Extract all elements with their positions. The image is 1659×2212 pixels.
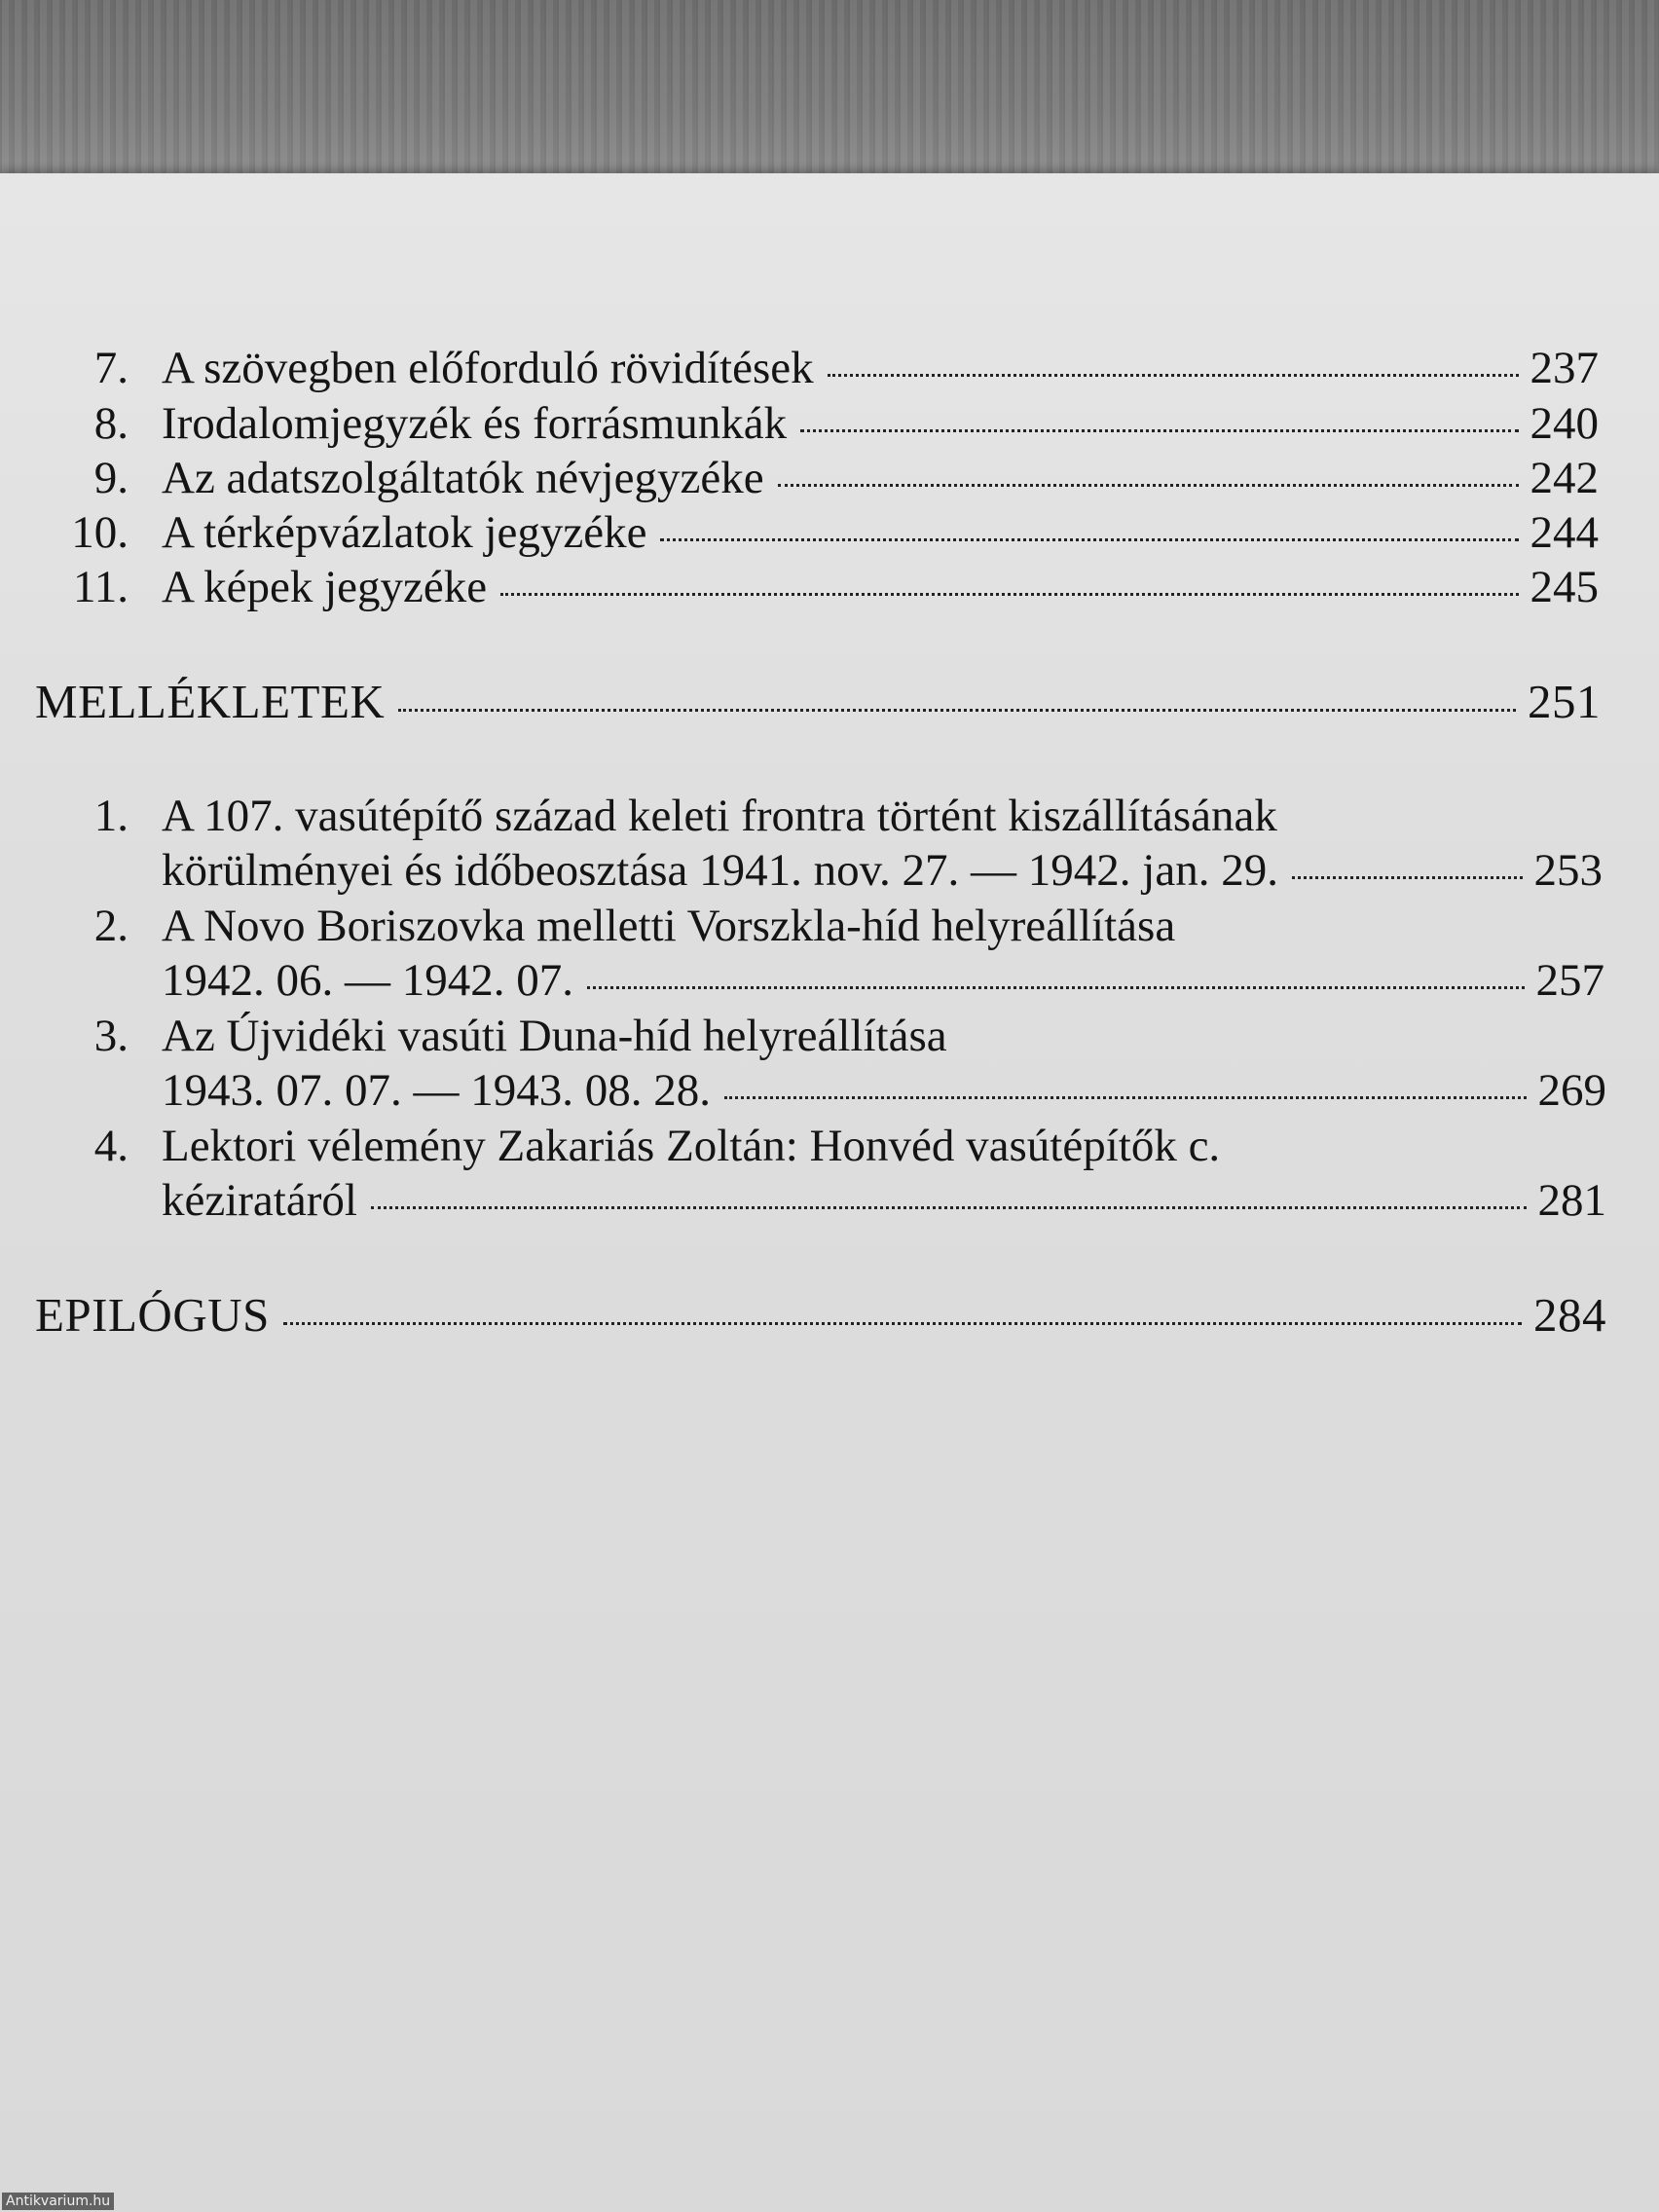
toc-item-title-line1[interactable]: A 107. vasútépítő század keleti frontra történt kiszállításának (162, 791, 1277, 841)
toc-item-title-line1[interactable]: Az Újvidéki vasúti Duna-híd helyreállítása (162, 1011, 947, 1061)
dot-leader (1292, 876, 1523, 879)
dot-leader (778, 484, 1519, 487)
section-page: 284 (1533, 1288, 1606, 1342)
toc-item-title: A szövegben előforduló rövidítések (162, 343, 814, 393)
toc-item-page: 237 (1530, 343, 1599, 393)
toc-item-title-line2: kéziratáról (162, 1175, 357, 1226)
toc-item-title-line2: 1943. 07. 07. — 1943. 08. 28. (162, 1065, 711, 1116)
toc-item-page: 245 (1530, 562, 1599, 612)
toc-item-title: Az adatszolgáltatók névjegyzéke (162, 453, 764, 503)
toc-item-title: Irodalomjegyzék és forrásmunkák (162, 398, 788, 449)
toc-item-number: 10. (71, 507, 129, 558)
toc-item-title: A térképvázlatok jegyzéke (162, 507, 647, 558)
toc-item-number: 3. (93, 1011, 129, 1061)
toc-item[interactable] (162, 341, 1599, 395)
toc-item-number: 4. (93, 1121, 129, 1171)
toc-item-number: 2. (93, 901, 129, 951)
toc-item-title-line2: körülményei és időbeosztása 1941. nov. 27. — 1942. jan. 29. (162, 845, 1278, 896)
section-title: MELLÉKLETEK (35, 675, 386, 728)
toc-item-title-line1[interactable]: A Novo Boriszovka melletti Vorszkla-híd helyreállítása (162, 901, 1176, 951)
toc-item-page: 240 (1530, 398, 1599, 449)
toc-item-page: 281 (1537, 1175, 1606, 1226)
toc-item-title-line2: 1942. 06. — 1942. 07. (162, 955, 573, 1006)
toc-item[interactable] (162, 953, 1604, 1008)
dot-leader (371, 1206, 1527, 1209)
dot-leader (660, 538, 1518, 541)
toc-section-epilogus[interactable] (35, 1288, 1606, 1343)
toc-item-page: 257 (1535, 955, 1604, 1006)
dot-leader (828, 374, 1519, 377)
dot-leader (500, 593, 1518, 596)
toc-item[interactable] (162, 396, 1599, 451)
watermark: Antikvarium.hu (2, 2193, 114, 2210)
toc-item-page: 269 (1537, 1065, 1606, 1116)
background-surface (0, 0, 1659, 180)
dot-leader (283, 1322, 1522, 1325)
section-title: EPILÓGUS (35, 1288, 270, 1342)
toc-item-title-line1[interactable]: Lektori vélemény Zakariás Zoltán: Honvéd vasútépítők c. (162, 1121, 1221, 1171)
toc-item[interactable] (162, 451, 1599, 505)
toc-item-number: 1. (93, 791, 129, 841)
toc-item[interactable] (162, 1173, 1606, 1228)
dot-leader (587, 986, 1525, 989)
toc-item[interactable] (162, 843, 1603, 898)
toc-item-number: 8. (93, 398, 129, 449)
toc-item[interactable] (162, 1063, 1606, 1118)
toc-item-number: 9. (93, 453, 129, 503)
dot-leader (398, 709, 1516, 712)
toc-item[interactable] (162, 560, 1599, 614)
toc-item[interactable] (162, 505, 1599, 560)
toc-item-page: 244 (1530, 507, 1599, 558)
toc-section-mellekletek[interactable] (35, 675, 1601, 729)
toc-item-number: 11. (72, 562, 129, 612)
section-page: 251 (1528, 675, 1601, 728)
toc-item-title: A képek jegyzéke (162, 562, 488, 612)
toc-item-page: 253 (1533, 845, 1603, 896)
toc-item-page: 242 (1530, 453, 1599, 503)
dot-leader (800, 429, 1518, 432)
toc-item-number: 7. (93, 343, 129, 393)
book-page (0, 173, 1659, 2212)
dot-leader (724, 1096, 1527, 1099)
